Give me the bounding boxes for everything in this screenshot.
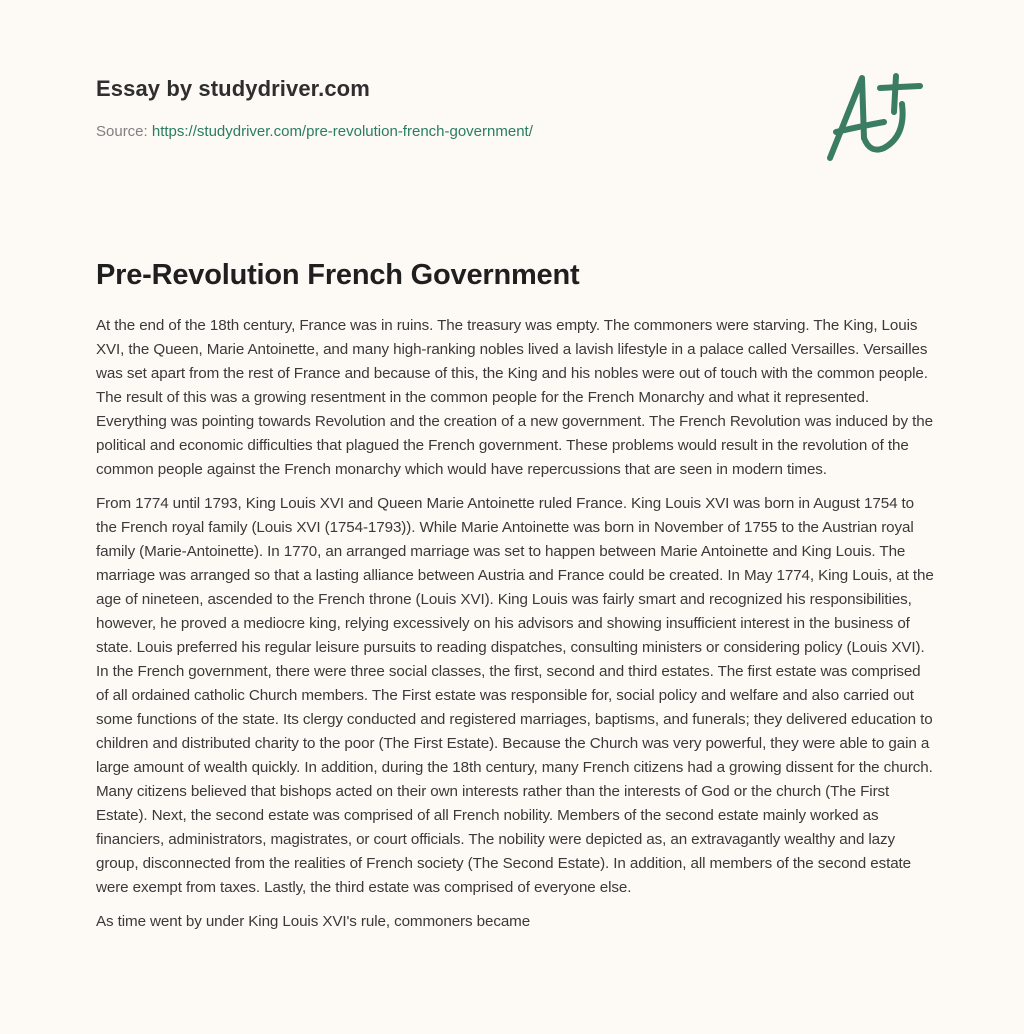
a-plus-grade-icon [822, 66, 932, 166]
source-line [96, 122, 796, 142]
article-paragraph: As time went by under King Louis XVI's rule, commoners became [96, 913, 531, 930]
source-label: Source: [96, 123, 152, 140]
article-title: Pre-Revolution French Government [96, 259, 580, 291]
page-header [96, 74, 796, 142]
article-paragraph: From 1774 until 1793, King Louis XVI and Queen Marie Antoinette ruled France. King Louis XVI was born in August 1754 to the French royal family (Louis XVI (1754-1793)). While Marie Antoinette was born in November of 1755 to the Austrian royal family (Marie-Antoinette). In 1770, an arranged marriage was set to happen between Marie Antoinette and King Louis. The marriage was arranged so that a lasting alliance between Austria and France could be created. In May 1774, King Louis, at the age of nineteen, ascended to the French throne (Louis XVI). King Louis was fairly smart and recognized his responsibilities, however, he proved a mediocre king, relying excessively on his advisors and showing insufficient interest in the business of state. Louis preferred his regular leisure pursuits to reading dispatches, consulting ministers or considering policy (Louis XVI). In the French government, there were three social classes, the first, second and third estates. The first estate was comprised of all ordained catholic Church members. The First estate was responsible for, social policy and welfare and also carried out some functions of the state. Its clergy conducted and registered marriages, baptisms, and funerals; they delivered education to children and distributed charity to the poor (The First Estate). Because the Church was very powerful, they were able to gain a large amount of wealth quickly. In addition, during the 18th century, many French citizens had a growing dissent for the church. Many citizens believed that bishops acted on their own interests rather than the interests of God or the church (The First Estate). Next, the second estate was comprised of all French nobility. Members of the second estate mainly worked as financiers, administrators, magistrates, or court officials. The nobility were depicted as, an extravagantly wealthy and lazy group, disconnected from the realities of French society (The Second Estate). In addition, all members of the second estate were exempt from taxes. Lastly, the third estate was comprised of everyone else. [96, 495, 934, 896]
site-title: Essay by studydriver.com [96, 76, 370, 101]
article-body [96, 314, 936, 944]
article-paragraph: At the end of the 18th century, France was in ruins. The treasury was empty. The commoners were starving. The King, Louis XVI, the Queen, Marie Antoinette, and many high-ranking nobles lived a lavish lifestyle in a palace called Versailles. Versailles was set apart from the rest of France and because of this, the King and his nobles were out of touch with the common people. The result of this was a growing resentment in the common people for the French Monarchy and what it represented. Everything was pointing towards Revolution and the creation of a new government. The French Revolution was induced by the political and economic difficulties that plagued the French government. These problems would result in the revolution of the common people against the French monarchy which would have repercussions that are seen in modern times. [96, 317, 933, 478]
source-link[interactable]: https://studydriver.com/pre-revolution-french-government/ [151, 123, 533, 140]
